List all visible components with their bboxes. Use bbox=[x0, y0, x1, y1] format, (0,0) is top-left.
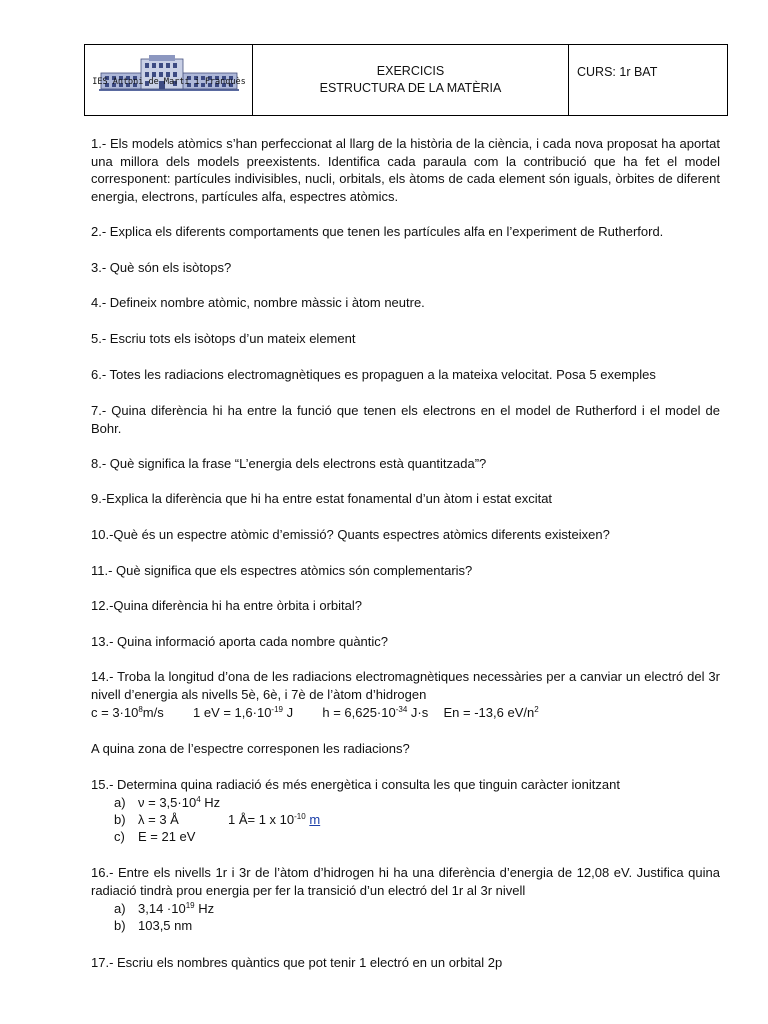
constant-ev: 1 eV = $1,6\cdot 10^{-19}$ J bbox=[193, 705, 294, 720]
question-17-text: 17.- Escriu els nombres quàntics que pot tenir 1 electró en un orbital 2p bbox=[91, 955, 503, 970]
question-14 bbox=[91, 668, 720, 703]
question-3 bbox=[91, 259, 720, 277]
title-line-2: ESTRUCTURA DE LA MATÈRIA bbox=[319, 81, 502, 95]
title-cell bbox=[253, 45, 569, 115]
course-label: CURS: 1r BAT bbox=[577, 65, 658, 79]
question-1 bbox=[91, 135, 720, 205]
meter-link[interactable]: m bbox=[309, 812, 321, 827]
title-line-1: EXERCICIS bbox=[376, 64, 445, 78]
question-9 bbox=[91, 490, 720, 508]
question-13-text: 13.- Quina informació aporta cada nombre quàntic? bbox=[91, 634, 389, 649]
question-2 bbox=[91, 223, 720, 241]
question-4 bbox=[91, 294, 720, 312]
question-14b-text: A quina zona de l’espectre corresponen les radiacions? bbox=[91, 741, 410, 756]
question-14-constants bbox=[91, 704, 720, 722]
question-11-text: 11.- Què significa que els espectres atòmics són complementaris? bbox=[91, 563, 473, 578]
constant-h: $h = 6,625\cdot 10^{-34}$ J·s bbox=[322, 705, 429, 720]
constant-c: $c = 3\cdot 10^8m/s$ bbox=[91, 705, 164, 720]
angstrom-conversion-note: 1 Å= 1 x $10^{-10}$ m bbox=[228, 812, 321, 827]
question-16-text: 16.- Entre els nivells 1r i 3r de l’àtom d’hidrogen hi ha una diferència d’energia de 12,08 eV. Justifica quina radiació tindrà prou energia per fer la transició d’un electró del 1r al 3r nivell bbox=[91, 865, 720, 898]
constant-en: En = -13,6 $eV/n^2$ bbox=[443, 705, 539, 720]
question-8-text: 8.- Què significa la frase “L’energia dels electrons està quantitzada”? bbox=[91, 456, 487, 471]
course-cell bbox=[569, 45, 727, 115]
question-5 bbox=[91, 330, 720, 348]
question-15-item-b: b) λ = 3 Å bbox=[114, 812, 179, 827]
question-8 bbox=[91, 455, 720, 473]
question-14b bbox=[91, 740, 720, 758]
question-15-item-a: a) $\nu = 3,5\cdot 10^4$ Hz bbox=[114, 795, 221, 810]
question-6-text: 6.- Totes les radiacions electromagnètiques es propaguen a la mateixa velocitat. Posa 5 exemples bbox=[91, 367, 656, 382]
question-14-text: 14.- Troba la longitud d’ona de les radiacions electromagnètiques necessàries per a canviar un electró del 3r nivell d’energia als nivells 5è, 6è, i 7è de l’àtom d’hidrogen bbox=[91, 669, 720, 702]
question-12 bbox=[91, 597, 720, 615]
question-13 bbox=[91, 633, 720, 651]
question-16-item-b: b) 103,5 nm bbox=[114, 918, 193, 933]
question-7 bbox=[91, 402, 720, 437]
question-17 bbox=[91, 954, 720, 972]
question-15-item-c: c) E = 21 eV bbox=[114, 829, 196, 844]
question-10-text: 10.-Què és un espectre atòmic d’emissió? Quants espectres atòmics diferents existeixen? bbox=[91, 527, 610, 542]
question-7-text: 7.- Quina diferència hi ha entre la funció que tenen els electrons en el model de Rutherford i el model de Bohr. bbox=[91, 403, 720, 436]
school-name: IES Antoni de Martí i Franquès bbox=[92, 77, 246, 87]
question-5-text: 5.- Escriu tots els isòtops d’un mateix element bbox=[91, 331, 356, 346]
school-logo-cell bbox=[85, 45, 253, 115]
question-4-text: 4.- Defineix nombre atòmic, nombre màssic i àtom neutre. bbox=[91, 295, 425, 310]
question-15 bbox=[91, 776, 720, 794]
question-6 bbox=[91, 366, 720, 384]
question-16 bbox=[91, 864, 720, 899]
question-16-item-a: a) $3,14 \cdot 10^{19}$ Hz bbox=[114, 901, 215, 916]
question-9-text: 9.-Explica la diferència que hi ha entre estat fonamental d’un àtom i estat excitat bbox=[91, 491, 553, 506]
question-1-text: 1.- Els models atòmics s’han perfeccionat al llarg de la història de la ciència, i cada nova proposat ha aportat una millora dels models preexistents. Identifica cada paraula com la contribució que ha fet el model corresponent: partícules indivisibles, nucli, orbitals, els àtoms de cada element són iguals, òrbites de diferent energia, electrons, partícules alfa, espectres atòmics. bbox=[91, 136, 720, 204]
question-15-text: 15.- Determina quina radiació és més energètica i consulta les que tinguin caràcter ionitzant bbox=[91, 777, 620, 792]
question-12-text: 12.-Quina diferència hi ha entre òrbita i orbital? bbox=[91, 598, 362, 613]
question-2-text: 2.- Explica els diferents comportaments que tenen les partícules alfa en l’experiment de Rutherford. bbox=[91, 224, 664, 239]
question-10 bbox=[91, 526, 720, 544]
question-3-text: 3.- Què són els isòtops? bbox=[91, 260, 232, 275]
header-table bbox=[84, 44, 728, 116]
school-building-logo bbox=[97, 55, 241, 125]
question-11 bbox=[91, 562, 720, 580]
